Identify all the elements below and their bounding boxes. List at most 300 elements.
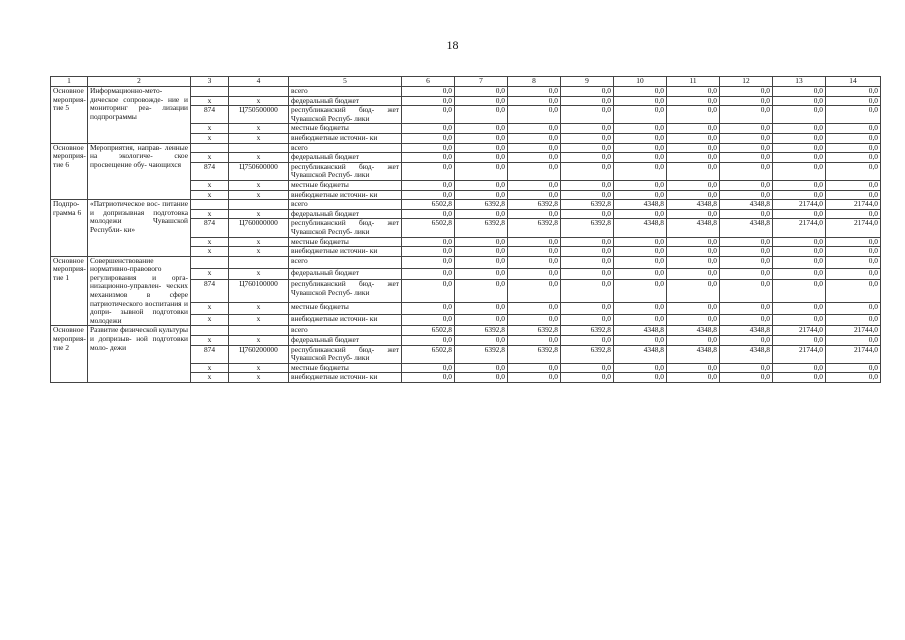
value-cell: 0,0 xyxy=(826,363,881,373)
value-cell: 0,0 xyxy=(614,162,667,180)
value-cell: 0,0 xyxy=(667,237,720,247)
value-cell: 0,0 xyxy=(402,124,455,134)
value-cell: 0,0 xyxy=(667,96,720,106)
column-header: 12 xyxy=(720,77,773,87)
grbs-code-cell: 874 xyxy=(191,219,229,237)
value-cell: 6392,8 xyxy=(508,219,561,237)
grbs-code-cell: 874 xyxy=(191,345,229,363)
funding-source-cell: федеральный бюджет xyxy=(289,96,402,106)
value-cell: 0,0 xyxy=(508,280,561,302)
value-cell: 0,0 xyxy=(773,190,826,200)
value-cell: 0,0 xyxy=(402,133,455,143)
value-cell: 0,0 xyxy=(402,190,455,200)
value-cell: 0,0 xyxy=(455,87,508,97)
value-cell: 0,0 xyxy=(402,143,455,153)
grbs-code-cell: x xyxy=(191,209,229,219)
value-cell: 6502,8 xyxy=(402,200,455,210)
value-cell: 0,0 xyxy=(561,256,614,268)
value-cell: 4348,8 xyxy=(667,326,720,336)
value-cell: 0,0 xyxy=(667,190,720,200)
value-cell: 0,0 xyxy=(402,280,455,302)
header-row xyxy=(51,77,881,87)
value-cell: 0,0 xyxy=(667,268,720,280)
value-cell: 0,0 xyxy=(455,96,508,106)
value-cell: 0,0 xyxy=(720,133,773,143)
value-cell: 0,0 xyxy=(614,180,667,190)
value-cell: 0,0 xyxy=(508,190,561,200)
value-cell: 6392,8 xyxy=(561,200,614,210)
value-cell: 0,0 xyxy=(508,314,561,326)
funding-source-cell: республиканский бюд- жет Чувашской Респуб- лики xyxy=(289,219,402,237)
grbs-code-cell: x xyxy=(191,302,229,314)
value-cell: 0,0 xyxy=(720,143,773,153)
value-cell: 21744,0 xyxy=(826,219,881,237)
value-cell: 0,0 xyxy=(614,373,667,383)
value-cell: 0,0 xyxy=(561,268,614,280)
value-cell: 0,0 xyxy=(826,106,881,124)
value-cell: 4348,8 xyxy=(614,326,667,336)
column-header: 11 xyxy=(667,77,720,87)
value-cell: 0,0 xyxy=(508,143,561,153)
value-cell: 0,0 xyxy=(561,314,614,326)
funding-source-cell: всего xyxy=(289,143,402,153)
value-cell: 21744,0 xyxy=(773,345,826,363)
value-cell: 6392,8 xyxy=(508,345,561,363)
grbs-code-cell: 874 xyxy=(191,162,229,180)
value-cell: 0,0 xyxy=(614,133,667,143)
funding-source-cell: внебюджетные источни- ки xyxy=(289,190,402,200)
value-cell: 21744,0 xyxy=(826,345,881,363)
value-cell: 0,0 xyxy=(561,373,614,383)
value-cell: 0,0 xyxy=(773,133,826,143)
program-title-cell: Развитие физической культуры и допризыв- ной подготовки моло- дежи xyxy=(88,326,191,383)
page-number: 18 xyxy=(446,38,459,52)
value-cell: 6392,8 xyxy=(455,200,508,210)
value-cell: 21744,0 xyxy=(773,200,826,210)
kcsr-code-cell xyxy=(229,87,289,97)
kcsr-code-cell: x xyxy=(229,96,289,106)
funding-source-cell: местные бюджеты xyxy=(289,124,402,134)
value-cell: 6392,8 xyxy=(508,200,561,210)
value-cell: 0,0 xyxy=(720,268,773,280)
kcsr-code-cell: x xyxy=(229,336,289,346)
value-cell: 0,0 xyxy=(773,153,826,163)
value-cell: 0,0 xyxy=(667,124,720,134)
value-cell: 0,0 xyxy=(667,143,720,153)
grbs-code-cell: x xyxy=(191,268,229,280)
grbs-code-cell xyxy=(191,143,229,153)
kcsr-code-cell: x xyxy=(229,153,289,163)
funding-source-cell: всего xyxy=(289,256,402,268)
value-cell: 0,0 xyxy=(402,162,455,180)
value-cell: 0,0 xyxy=(508,256,561,268)
value-cell: 0,0 xyxy=(720,87,773,97)
grbs-code-cell: x xyxy=(191,336,229,346)
column-header: 7 xyxy=(455,77,508,87)
value-cell: 0,0 xyxy=(455,133,508,143)
funding-source-cell: внебюджетные источни- ки xyxy=(289,133,402,143)
value-cell: 0,0 xyxy=(826,190,881,200)
value-cell: 0,0 xyxy=(508,336,561,346)
value-cell: 4348,8 xyxy=(720,219,773,237)
grbs-code-cell: x xyxy=(191,133,229,143)
value-cell: 0,0 xyxy=(826,256,881,268)
value-cell: 0,0 xyxy=(667,247,720,257)
funding-source-cell: внебюджетные источни- ки xyxy=(289,247,402,257)
value-cell: 0,0 xyxy=(508,237,561,247)
value-cell: 0,0 xyxy=(402,237,455,247)
grbs-code-cell: x xyxy=(191,190,229,200)
value-cell: 0,0 xyxy=(720,363,773,373)
value-cell: 0,0 xyxy=(826,247,881,257)
kcsr-code-cell: Ц760200000 xyxy=(229,345,289,363)
value-cell: 0,0 xyxy=(773,336,826,346)
value-cell: 0,0 xyxy=(508,162,561,180)
value-cell: 0,0 xyxy=(826,180,881,190)
value-cell: 0,0 xyxy=(667,256,720,268)
value-cell: 0,0 xyxy=(561,302,614,314)
value-cell: 0,0 xyxy=(402,314,455,326)
value-cell: 0,0 xyxy=(826,124,881,134)
value-cell: 0,0 xyxy=(455,180,508,190)
value-cell: 0,0 xyxy=(826,153,881,163)
kcsr-code-cell: x xyxy=(229,302,289,314)
value-cell: 0,0 xyxy=(773,373,826,383)
funding-source-cell: местные бюджеты xyxy=(289,180,402,190)
value-cell: 0,0 xyxy=(773,180,826,190)
funding-source-cell: всего xyxy=(289,200,402,210)
value-cell: 0,0 xyxy=(826,143,881,153)
column-header: 8 xyxy=(508,77,561,87)
value-cell: 0,0 xyxy=(826,280,881,302)
value-cell: 0,0 xyxy=(720,209,773,219)
funding-source-cell: федеральный бюджет xyxy=(289,153,402,163)
value-cell: 0,0 xyxy=(561,133,614,143)
value-cell: 0,0 xyxy=(508,106,561,124)
kcsr-code-cell: Ц750600000 xyxy=(229,162,289,180)
program-name-cell: Подпро- грамма 6 xyxy=(51,200,88,257)
value-cell: 0,0 xyxy=(826,162,881,180)
value-cell: 0,0 xyxy=(826,336,881,346)
funding-source-cell: федеральный бюджет xyxy=(289,268,402,280)
value-cell: 0,0 xyxy=(667,314,720,326)
value-cell: 21744,0 xyxy=(773,219,826,237)
value-cell: 0,0 xyxy=(826,268,881,280)
value-cell: 4348,8 xyxy=(720,345,773,363)
value-cell: 4348,8 xyxy=(720,200,773,210)
kcsr-code-cell xyxy=(229,143,289,153)
value-cell: 0,0 xyxy=(720,190,773,200)
value-cell: 0,0 xyxy=(561,247,614,257)
value-cell: 0,0 xyxy=(561,162,614,180)
value-cell: 21744,0 xyxy=(773,326,826,336)
grbs-code-cell: x xyxy=(191,96,229,106)
kcsr-code-cell: x xyxy=(229,209,289,219)
value-cell: 0,0 xyxy=(667,336,720,346)
value-cell: 0,0 xyxy=(402,247,455,257)
kcsr-code-cell xyxy=(229,326,289,336)
column-header: 9 xyxy=(561,77,614,87)
value-cell: 0,0 xyxy=(455,190,508,200)
value-cell: 4348,8 xyxy=(720,326,773,336)
value-cell: 0,0 xyxy=(402,153,455,163)
value-cell: 0,0 xyxy=(773,302,826,314)
value-cell: 4348,8 xyxy=(667,345,720,363)
value-cell: 0,0 xyxy=(455,373,508,383)
value-cell: 0,0 xyxy=(508,363,561,373)
value-cell: 0,0 xyxy=(614,209,667,219)
value-cell: 0,0 xyxy=(508,96,561,106)
funding-source-cell: всего xyxy=(289,87,402,97)
value-cell: 6392,8 xyxy=(508,326,561,336)
value-cell: 0,0 xyxy=(561,363,614,373)
value-cell: 0,0 xyxy=(455,302,508,314)
value-cell: 0,0 xyxy=(720,237,773,247)
column-header: 14 xyxy=(826,77,881,87)
table-row xyxy=(51,200,881,210)
grbs-code-cell xyxy=(191,326,229,336)
value-cell: 4348,8 xyxy=(667,219,720,237)
value-cell: 0,0 xyxy=(561,209,614,219)
value-cell: 0,0 xyxy=(773,363,826,373)
value-cell: 0,0 xyxy=(614,237,667,247)
value-cell: 0,0 xyxy=(402,302,455,314)
funding-source-cell: местные бюджеты xyxy=(289,237,402,247)
program-name-cell: Основное мероприя- тие 1 xyxy=(51,256,88,326)
kcsr-code-cell: x xyxy=(229,133,289,143)
table-row xyxy=(51,143,881,153)
kcsr-code-cell: x xyxy=(229,247,289,257)
value-cell: 0,0 xyxy=(773,106,826,124)
value-cell: 0,0 xyxy=(561,190,614,200)
value-cell: 0,0 xyxy=(508,87,561,97)
value-cell: 0,0 xyxy=(773,87,826,97)
value-cell: 0,0 xyxy=(614,268,667,280)
table-row xyxy=(51,87,881,97)
grbs-code-cell: x xyxy=(191,363,229,373)
funding-source-cell: внебюджетные источни- ки xyxy=(289,373,402,383)
value-cell: 0,0 xyxy=(667,363,720,373)
program-name-cell: Основное мероприя- тие 5 xyxy=(51,87,88,144)
value-cell: 6392,8 xyxy=(455,219,508,237)
value-cell: 6392,8 xyxy=(561,326,614,336)
value-cell: 0,0 xyxy=(455,314,508,326)
value-cell: 0,0 xyxy=(720,247,773,257)
value-cell: 0,0 xyxy=(561,336,614,346)
grbs-code-cell: x xyxy=(191,237,229,247)
value-cell: 0,0 xyxy=(561,96,614,106)
column-header: 2 xyxy=(88,77,191,87)
value-cell: 4348,8 xyxy=(614,200,667,210)
funding-source-cell: республиканский бюд- жет Чувашской Респуб- лики xyxy=(289,106,402,124)
value-cell: 21744,0 xyxy=(826,326,881,336)
value-cell: 0,0 xyxy=(614,190,667,200)
value-cell: 0,0 xyxy=(773,314,826,326)
grbs-code-cell: x xyxy=(191,247,229,257)
kcsr-code-cell: x xyxy=(229,124,289,134)
value-cell: 0,0 xyxy=(720,162,773,180)
value-cell: 0,0 xyxy=(826,373,881,383)
value-cell: 0,0 xyxy=(508,247,561,257)
value-cell: 0,0 xyxy=(667,280,720,302)
funding-source-cell: федеральный бюджет xyxy=(289,336,402,346)
value-cell: 6392,8 xyxy=(455,326,508,336)
value-cell: 0,0 xyxy=(402,96,455,106)
value-cell: 0,0 xyxy=(773,143,826,153)
kcsr-code-cell: x xyxy=(229,268,289,280)
value-cell: 4348,8 xyxy=(667,200,720,210)
funding-source-cell: внебюджетные источни- ки xyxy=(289,314,402,326)
value-cell: 0,0 xyxy=(720,96,773,106)
value-cell: 0,0 xyxy=(455,209,508,219)
value-cell: 0,0 xyxy=(826,96,881,106)
value-cell: 0,0 xyxy=(402,180,455,190)
grbs-code-cell: 874 xyxy=(191,106,229,124)
value-cell: 0,0 xyxy=(614,256,667,268)
kcsr-code-cell: x xyxy=(229,373,289,383)
value-cell: 0,0 xyxy=(720,153,773,163)
value-cell: 0,0 xyxy=(402,363,455,373)
kcsr-code-cell: Ц760000000 xyxy=(229,219,289,237)
value-cell: 0,0 xyxy=(508,373,561,383)
value-cell: 0,0 xyxy=(402,209,455,219)
value-cell: 0,0 xyxy=(773,162,826,180)
kcsr-code-cell: x xyxy=(229,237,289,247)
value-cell: 0,0 xyxy=(614,363,667,373)
value-cell: 0,0 xyxy=(667,106,720,124)
grbs-code-cell: x xyxy=(191,373,229,383)
value-cell: 0,0 xyxy=(773,256,826,268)
value-cell: 0,0 xyxy=(614,247,667,257)
kcsr-code-cell xyxy=(229,256,289,268)
value-cell: 0,0 xyxy=(720,280,773,302)
value-cell: 0,0 xyxy=(455,124,508,134)
value-cell: 0,0 xyxy=(455,106,508,124)
value-cell: 0,0 xyxy=(614,153,667,163)
value-cell: 0,0 xyxy=(773,124,826,134)
value-cell: 0,0 xyxy=(667,153,720,163)
value-cell: 0,0 xyxy=(561,280,614,302)
value-cell: 4348,8 xyxy=(614,219,667,237)
value-cell: 0,0 xyxy=(773,280,826,302)
value-cell: 0,0 xyxy=(614,96,667,106)
value-cell: 0,0 xyxy=(826,87,881,97)
column-header: 3 xyxy=(191,77,229,87)
grbs-code-cell: x xyxy=(191,180,229,190)
value-cell: 0,0 xyxy=(667,209,720,219)
grbs-code-cell xyxy=(191,200,229,210)
column-header: 10 xyxy=(614,77,667,87)
value-cell: 0,0 xyxy=(614,143,667,153)
value-cell: 0,0 xyxy=(720,256,773,268)
value-cell: 6502,8 xyxy=(402,219,455,237)
value-cell: 0,0 xyxy=(455,143,508,153)
kcsr-code-cell: x xyxy=(229,363,289,373)
kcsr-code-cell: x xyxy=(229,314,289,326)
kcsr-code-cell xyxy=(229,200,289,210)
table-row xyxy=(51,256,881,268)
value-cell: 0,0 xyxy=(402,106,455,124)
value-cell: 0,0 xyxy=(455,237,508,247)
funding-source-cell: местные бюджеты xyxy=(289,363,402,373)
value-cell: 0,0 xyxy=(773,209,826,219)
kcsr-code-cell: Ц760100000 xyxy=(229,280,289,302)
program-title-cell: Мероприятия, направ- ленные на экологиче- ское просвещение обу- чающихся xyxy=(88,143,191,200)
funding-source-cell: республиканский бюд- жет Чувашской Респуб- лики xyxy=(289,280,402,302)
value-cell: 0,0 xyxy=(402,373,455,383)
value-cell: 0,0 xyxy=(455,280,508,302)
value-cell: 6392,8 xyxy=(455,345,508,363)
value-cell: 0,0 xyxy=(720,180,773,190)
grbs-code-cell: x xyxy=(191,314,229,326)
value-cell: 0,0 xyxy=(402,256,455,268)
value-cell: 0,0 xyxy=(455,268,508,280)
value-cell: 0,0 xyxy=(561,106,614,124)
program-title-cell: Информационно-мето- дическое сопровожде- ние и мониторинг реа- лизации подпрограммы xyxy=(88,87,191,144)
value-cell: 0,0 xyxy=(614,124,667,134)
value-cell: 0,0 xyxy=(455,153,508,163)
value-cell: 0,0 xyxy=(773,96,826,106)
column-header: 1 xyxy=(51,77,88,87)
value-cell: 6502,8 xyxy=(402,345,455,363)
value-cell: 0,0 xyxy=(455,256,508,268)
value-cell: 0,0 xyxy=(826,314,881,326)
value-cell: 0,0 xyxy=(508,302,561,314)
program-name-cell: Основное мероприя- тие 6 xyxy=(51,143,88,200)
program-name-cell: Основное мероприя- тие 2 xyxy=(51,326,88,383)
value-cell: 0,0 xyxy=(561,143,614,153)
table-row xyxy=(51,326,881,336)
value-cell: 0,0 xyxy=(773,247,826,257)
value-cell: 0,0 xyxy=(614,87,667,97)
funding-source-cell: местные бюджеты xyxy=(289,302,402,314)
funding-source-cell: всего xyxy=(289,326,402,336)
value-cell: 0,0 xyxy=(561,124,614,134)
value-cell: 0,0 xyxy=(455,162,508,180)
value-cell: 0,0 xyxy=(561,237,614,247)
column-header: 5 xyxy=(289,77,402,87)
value-cell: 0,0 xyxy=(720,302,773,314)
kcsr-code-cell: x xyxy=(229,190,289,200)
table-body xyxy=(51,87,881,383)
kcsr-code-cell: Ц750500000 xyxy=(229,106,289,124)
value-cell: 0,0 xyxy=(614,106,667,124)
value-cell: 0,0 xyxy=(826,133,881,143)
grbs-code-cell xyxy=(191,87,229,97)
value-cell: 0,0 xyxy=(508,153,561,163)
value-cell: 0,0 xyxy=(667,373,720,383)
value-cell: 0,0 xyxy=(720,336,773,346)
value-cell: 0,0 xyxy=(561,180,614,190)
funding-source-cell: республиканский бюд- жет Чувашской Респуб- лики xyxy=(289,162,402,180)
value-cell: 0,0 xyxy=(402,268,455,280)
value-cell: 6392,8 xyxy=(561,219,614,237)
value-cell: 0,0 xyxy=(508,133,561,143)
value-cell: 0,0 xyxy=(614,336,667,346)
grbs-code-cell: x xyxy=(191,153,229,163)
value-cell: 0,0 xyxy=(667,133,720,143)
value-cell: 0,0 xyxy=(826,237,881,247)
value-cell: 0,0 xyxy=(508,180,561,190)
value-cell: 0,0 xyxy=(455,363,508,373)
value-cell: 0,0 xyxy=(667,162,720,180)
program-title-cell: «Патриотическое вос- питание и допризывная подготовка молодежи Чувашской Республи- ки» xyxy=(88,200,191,257)
value-cell: 21744,0 xyxy=(826,200,881,210)
value-cell: 0,0 xyxy=(402,336,455,346)
value-cell: 0,0 xyxy=(720,106,773,124)
column-header: 6 xyxy=(402,77,455,87)
value-cell: 0,0 xyxy=(402,87,455,97)
